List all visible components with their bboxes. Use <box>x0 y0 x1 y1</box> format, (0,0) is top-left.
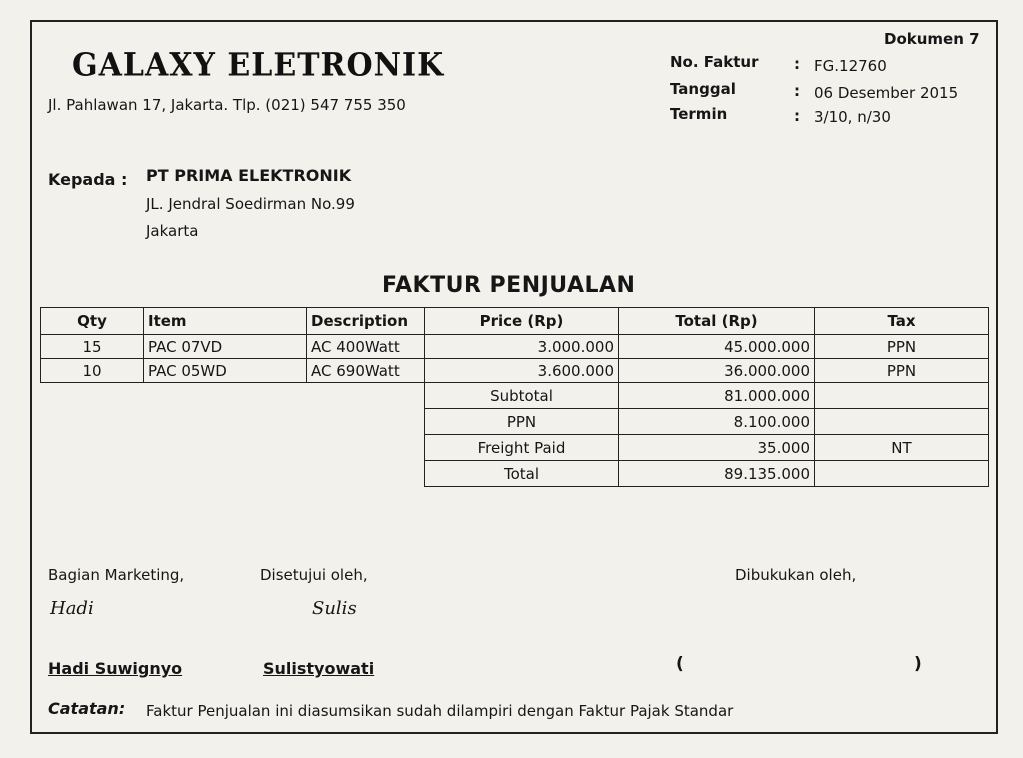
summary-row-total <box>41 461 989 487</box>
ppn-tax <box>815 409 989 435</box>
note-label: Catatan: <box>48 699 126 718</box>
subtotal-value: 81.000.000 <box>619 383 815 409</box>
row-tax: PPN <box>815 335 989 359</box>
header-total: Total (Rp) <box>619 308 815 335</box>
row-price: 3.000.000 <box>425 335 619 359</box>
bookkeeper-open-paren: ( <box>676 654 684 674</box>
approver-role: Disetujui oleh, <box>260 566 368 584</box>
row-qty: 15 <box>41 335 144 359</box>
invoice-number-colon: : <box>794 55 800 73</box>
invoice-date-value: 06 Desember 2015 <box>814 84 959 102</box>
recipient-name: PT PRIMA ELEKTRONIK <box>146 166 352 185</box>
company-name: GALAXY ELETRONIK <box>72 47 445 84</box>
summary-row-ppn <box>41 409 989 435</box>
company-address: Jl. Pahlawan 17, Jakarta. Tlp. (021) 547 755 350 <box>48 96 406 114</box>
invoice-date-colon: : <box>794 82 800 100</box>
header-item: Item <box>144 308 307 335</box>
payment-term-colon: : <box>794 107 800 125</box>
total-label: Total <box>425 461 619 487</box>
marketing-signature: Hadi <box>50 598 94 619</box>
approver-name: Sulistyowati <box>263 659 375 678</box>
marketing-name: Hadi Suwignyo <box>48 659 183 678</box>
table-row <box>41 335 989 359</box>
ppn-label: PPN <box>425 409 619 435</box>
recipient-label: Kepada : <box>48 170 128 189</box>
note-text: Faktur Penjualan ini diasumsikan sudah dilampiri dengan Faktur Pajak Standar <box>146 702 734 720</box>
freight-label: Freight Paid <box>425 435 619 461</box>
freight-tax: NT <box>815 435 989 461</box>
row-price: 3.600.000 <box>425 359 619 383</box>
total-tax <box>815 461 989 487</box>
summary-row-freight <box>41 435 989 461</box>
bookkeeper-role: Dibukukan oleh, <box>735 566 857 584</box>
table-row <box>41 359 989 383</box>
items-table <box>40 307 989 487</box>
marketing-role: Bagian Marketing, <box>48 566 185 584</box>
invoice-number-label: No. Faktur <box>670 53 759 71</box>
invoice-date-label: Tanggal <box>670 80 736 98</box>
row-qty: 10 <box>41 359 144 383</box>
bookkeeper-close-paren: ) <box>914 654 922 674</box>
total-value: 89.135.000 <box>619 461 815 487</box>
payment-term-value: 3/10, n/30 <box>814 108 891 126</box>
recipient-street: JL. Jendral Soedirman No.99 <box>146 195 355 213</box>
subtotal-label: Subtotal <box>425 383 619 409</box>
row-description: AC 690Watt <box>307 359 425 383</box>
table-header-row <box>41 308 989 335</box>
summary-row-subtotal <box>41 383 989 409</box>
row-total: 45.000.000 <box>619 335 815 359</box>
header-qty: Qty <box>41 308 144 335</box>
recipient-city: Jakarta <box>146 222 199 240</box>
invoice-number-value: FG.12760 <box>814 57 887 75</box>
invoice-title: FAKTUR PENJUALAN <box>382 273 636 298</box>
ppn-value: 8.100.000 <box>619 409 815 435</box>
row-description: AC 400Watt <box>307 335 425 359</box>
header-price: Price (Rp) <box>425 308 619 335</box>
row-tax: PPN <box>815 359 989 383</box>
subtotal-tax <box>815 383 989 409</box>
payment-term-label: Termin <box>670 105 728 123</box>
header-tax: Tax <box>815 308 989 335</box>
header-description: Description <box>307 308 425 335</box>
row-total: 36.000.000 <box>619 359 815 383</box>
row-item: PAC 05WD <box>144 359 307 383</box>
approver-signature: Sulis <box>312 598 357 619</box>
freight-value: 35.000 <box>619 435 815 461</box>
row-item: PAC 07VD <box>144 335 307 359</box>
document-label: Dokumen 7 <box>884 30 980 48</box>
